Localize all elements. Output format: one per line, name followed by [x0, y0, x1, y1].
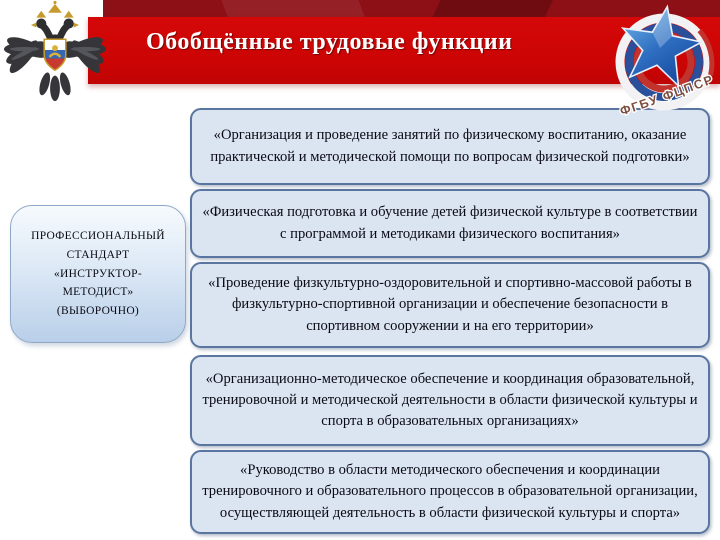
function-text: «Организационно-методическое обеспечение и координация образовательной, тренировочной и методической деятельности в области физической культуры и спорта в образовательных организациях»	[202, 370, 698, 430]
callout-line: ПРОФЕССИОНАЛЬНЫЙ	[31, 230, 165, 243]
function-text: «Физическая подготовка и обучение детей физической культуре в соответствии с программой и методиками физического воспитания»	[202, 204, 698, 242]
callout-line: СТАНДАРТ	[66, 249, 130, 262]
logo-caption: ФГБУ ФЦПСР	[618, 72, 716, 119]
callout-line: МЕТОДИСТ»	[62, 286, 134, 299]
ministry-emblem-icon	[4, 0, 106, 108]
function-text: «Руководство в области методического обеспечения и координации тренировочного и образовательного процессов в образовательной организации, осуществляющей деятельность в области физической культуры и спорта»	[202, 462, 698, 521]
fcpsr-logo-icon	[606, 0, 720, 126]
function-text: «Проведение физкультурно-оздоровительной и спортивно-массовой работы в физкультурно-спортивной организации и обеспечение безопасности в спортивном сооружении и на его территории»	[208, 275, 692, 334]
function-box-3	[190, 262, 710, 348]
slide-title: Обобщённые трудовые функции	[146, 29, 513, 55]
function-box-2	[190, 189, 710, 258]
function-box-5	[190, 450, 710, 534]
function-box-4	[190, 355, 710, 446]
function-text: «Организация и проведение занятий по физическому воспитанию, оказание практической и методической помощи по вопросам физической подготовки»	[210, 127, 690, 165]
callout-line: «ИНСТРУКТОР-	[54, 267, 142, 280]
professional-standard-callout	[10, 205, 186, 343]
callout-line: (ВЫБОРОЧНО)	[56, 304, 140, 317]
